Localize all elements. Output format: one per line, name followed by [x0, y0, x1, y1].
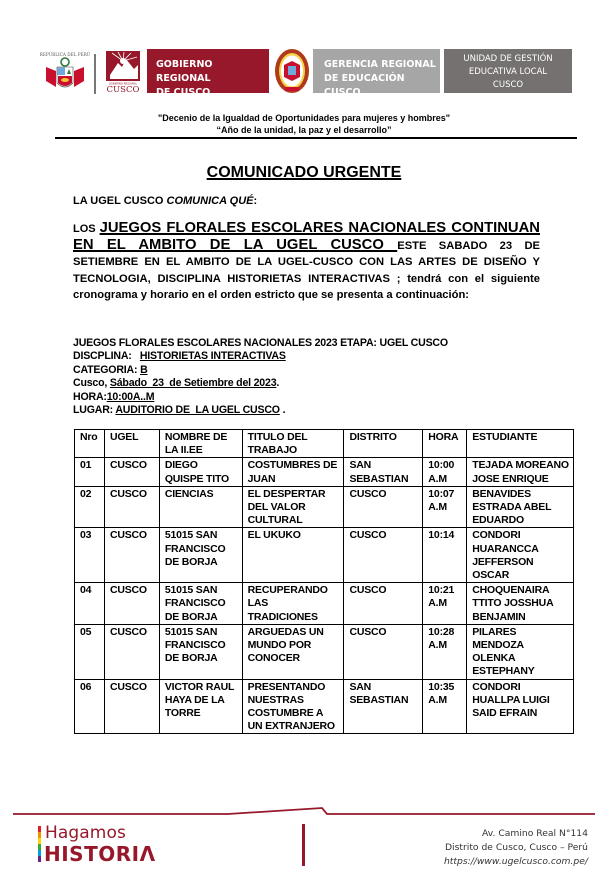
intro-prefix: LA UGEL CUSCO — [73, 195, 167, 207]
cell-title: COSTUMBRES DE JUAN — [242, 458, 344, 486]
cell-nro: 03 — [75, 528, 105, 583]
place-label: LUGAR: — [73, 404, 116, 417]
cell-nro: 01 — [75, 458, 105, 486]
announcement-paragraph — [73, 220, 540, 303]
decenio-line: "Decenio de la Igualdad de Oportunidades para mujeres y hombres" — [157, 113, 451, 123]
escudo-caption: REPÚBLICA DEL PERÚ — [39, 52, 91, 57]
cell-nro: 02 — [75, 486, 105, 528]
cell-student: CONDORI HUALLPA LUIGI SAID EFRAIN — [467, 679, 574, 734]
cell-ugel: CUSCO — [104, 679, 159, 734]
gerencia-educacion-seal-icon — [274, 47, 310, 95]
gobierno-regional-line-2: DE CUSCO — [156, 87, 211, 98]
cell-school: VICTOR RAUL HAYA DE LA TORRE — [159, 679, 242, 734]
cell-district: SAN SEBASTIAN — [344, 679, 423, 734]
header-student: ESTUDIANTE — [467, 430, 574, 458]
date-prefix: Cusco, — [73, 377, 110, 390]
date-suffix: . — [276, 377, 280, 390]
cell-district: CUSCO — [344, 583, 423, 625]
cell-student: BENAVIDES ESTRADA ABEL EDUARDO — [467, 486, 574, 528]
para-highlight-2: EN EL AMBITO DE LA UGEL CUSCO — [73, 237, 398, 254]
header-title: TITULO DEL TRABAJO — [242, 430, 344, 458]
cell-school: 51015 SAN FRANCISCO DE BORJA — [159, 583, 242, 625]
cell-nro: 04 — [75, 583, 105, 625]
cell-title: RECUPERANDO LAS TRADICIONES — [242, 583, 344, 625]
time-value: 10:00A..M — [106, 390, 155, 403]
discipline-line — [73, 350, 448, 363]
slogan-line-1: Hagamos — [45, 823, 126, 843]
rainbow-bar-icon — [38, 826, 41, 862]
header-district: DISTRITO — [344, 430, 423, 458]
address-street: Av. Camino Real N°114 — [482, 828, 588, 839]
para-los: LOS — [73, 223, 100, 235]
cell-title: ARGUEDAS UN MUNDO POR CONOCER — [242, 624, 344, 679]
ugel-line-2: EDUCATIVA LOCAL — [468, 67, 548, 77]
slogan-line-2: HISTORIΛ — [44, 842, 156, 866]
peru-coat-of-arms-icon — [34, 47, 96, 95]
time-line — [73, 391, 448, 404]
cell-student: CHOQUENAIRA TTITO JOSSHUA BENJAMIN — [467, 583, 574, 625]
address-district: Distrito de Cusco, Cusco – Perú — [444, 842, 588, 853]
category-label: CATEGORIA: — [73, 363, 141, 376]
time-label: HORA: — [73, 390, 107, 403]
svg-text:GOBIERNO REGIONAL: GOBIERNO REGIONAL — [108, 82, 138, 86]
year-motto — [0, 113, 608, 136]
cell-school: 51015 SAN FRANCISCO DE BORJA — [159, 624, 242, 679]
cell-student: PILARES MENDOZA OLENKA ESTEPHANY — [467, 624, 574, 679]
gobierno-regional-banner — [147, 49, 269, 98]
event-name: JUEGOS FLORALES ESCOLARES NACIONALES 2023 ETAPA: UGEL CUSCO — [73, 337, 448, 349]
cusco-region-logo-icon — [104, 49, 144, 93]
cell-nro: 06 — [75, 679, 105, 734]
header-nro: Nro — [75, 430, 105, 458]
header-time: HORA — [423, 430, 467, 458]
cell-school: CIENCIAS — [159, 486, 242, 528]
table-header-row — [75, 430, 574, 458]
footer-address — [444, 827, 588, 869]
cell-school: DIEGO QUISPE TITO — [159, 458, 242, 486]
event-info — [73, 337, 448, 417]
table-row — [75, 486, 574, 528]
table-row — [75, 528, 574, 583]
cell-ugel: CUSCO — [104, 486, 159, 528]
website-link[interactable]: https://www.ugelcusco.com.pe/ — [443, 856, 588, 867]
ugel-line-3: CUSCO — [492, 80, 524, 90]
para-highlight-1: JUEGOS FLORALES ESCOLARES NACIONALES CONTINUAN — [99, 220, 540, 236]
cell-time: 10:00 A.M — [423, 458, 467, 486]
header-ugel: UGEL — [104, 430, 159, 458]
cusco-logo-caption: CUSCO — [106, 85, 140, 93]
date-value: Sábado 23 de Setiembre del 2023 — [109, 377, 277, 390]
ugel-line-1: UNIDAD DE GESTIÓN — [463, 54, 553, 64]
table-row — [75, 624, 574, 679]
footer-divider — [302, 824, 305, 866]
ugel-banner — [444, 49, 572, 93]
gerencia-regional-line-2: DE EDUCACIÓN CUSCO — [324, 73, 405, 98]
footer-rule — [0, 804, 608, 824]
gobierno-regional-line-1: GOBIERNO REGIONAL — [156, 59, 213, 84]
document-title-text: COMUNICADO URGENTE — [206, 164, 402, 181]
cell-student: CONDORI HUARANCCA JEFFERSON OSCAR — [467, 528, 574, 583]
cell-time: 10:28 A.M — [423, 624, 467, 679]
place-suffix: . — [279, 404, 286, 417]
cell-district: CUSCO — [344, 624, 423, 679]
gerencia-regional-banner — [313, 49, 440, 98]
date-line — [73, 377, 448, 390]
cell-title: PRESENTANDO NUESTRAS COSTUMBRE A UN EXTRANJERO — [242, 679, 344, 734]
header-rule — [55, 137, 577, 139]
place-line — [73, 404, 448, 417]
intro-italic: COMUNICA QUÉ — [166, 195, 254, 207]
category-line — [73, 364, 448, 377]
table-row — [75, 583, 574, 625]
cell-school: 51015 SAN FRANCISCO DE BORJA — [159, 528, 242, 583]
cell-student: TEJADA MOREANO JOSE ENRIQUE — [467, 458, 574, 486]
para-body: SETIEMBRE EN EL AMBITO DE LA UGEL-CUSCO CON LAS ARTES DE DISEÑO Y TECNOLOGIA, DISCIPLINA HISTORIETAS INTERACTIVAS ; tendrá con el siguiente cronograma y horario en el orden estricto que se presenta a continuación: — [73, 256, 540, 301]
cell-time: 10:21 A.M — [423, 583, 467, 625]
cell-ugel: CUSCO — [104, 624, 159, 679]
cell-district: CUSCO — [344, 486, 423, 528]
table-row — [75, 458, 574, 486]
logo-divider — [94, 54, 96, 94]
cell-district: SAN SEBASTIAN — [344, 458, 423, 486]
header-school: NOMBRE DE LA II.EE — [159, 430, 242, 458]
cell-time: 10:35 A.M — [423, 679, 467, 734]
cell-nro: 05 — [75, 624, 105, 679]
category-value: B — [140, 363, 148, 376]
gerencia-regional-line-1: GERENCIA REGIONAL — [324, 59, 436, 70]
table-row — [75, 679, 574, 734]
place-value: AUDITORIO DE LA UGEL CUSCO — [115, 404, 280, 417]
intro-line — [73, 195, 257, 207]
discipline-label: DISCPLINA: — [73, 350, 140, 363]
cell-title: EL UKUKO — [242, 528, 344, 583]
cell-district: CUSCO — [344, 528, 423, 583]
cell-ugel: CUSCO — [104, 583, 159, 625]
discipline-value: HISTORIETAS INTERACTIVAS — [139, 350, 286, 363]
cell-ugel: CUSCO — [104, 458, 159, 486]
cell-time: 10:14 — [423, 528, 467, 583]
document-title — [0, 164, 608, 182]
schedule-table — [74, 429, 574, 734]
para-tail: ESTE SABADO 23 DE — [397, 240, 540, 253]
year-name-line: “Año de la unidad, la paz y el desarrollo” — [216, 124, 392, 135]
letterhead — [0, 47, 608, 97]
intro-suffix: : — [253, 195, 258, 207]
cell-ugel: CUSCO — [104, 528, 159, 583]
cell-title: EL DESPERTAR DEL VALOR CULTURAL — [242, 486, 344, 528]
cell-time: 10:07 A.M — [423, 486, 467, 528]
